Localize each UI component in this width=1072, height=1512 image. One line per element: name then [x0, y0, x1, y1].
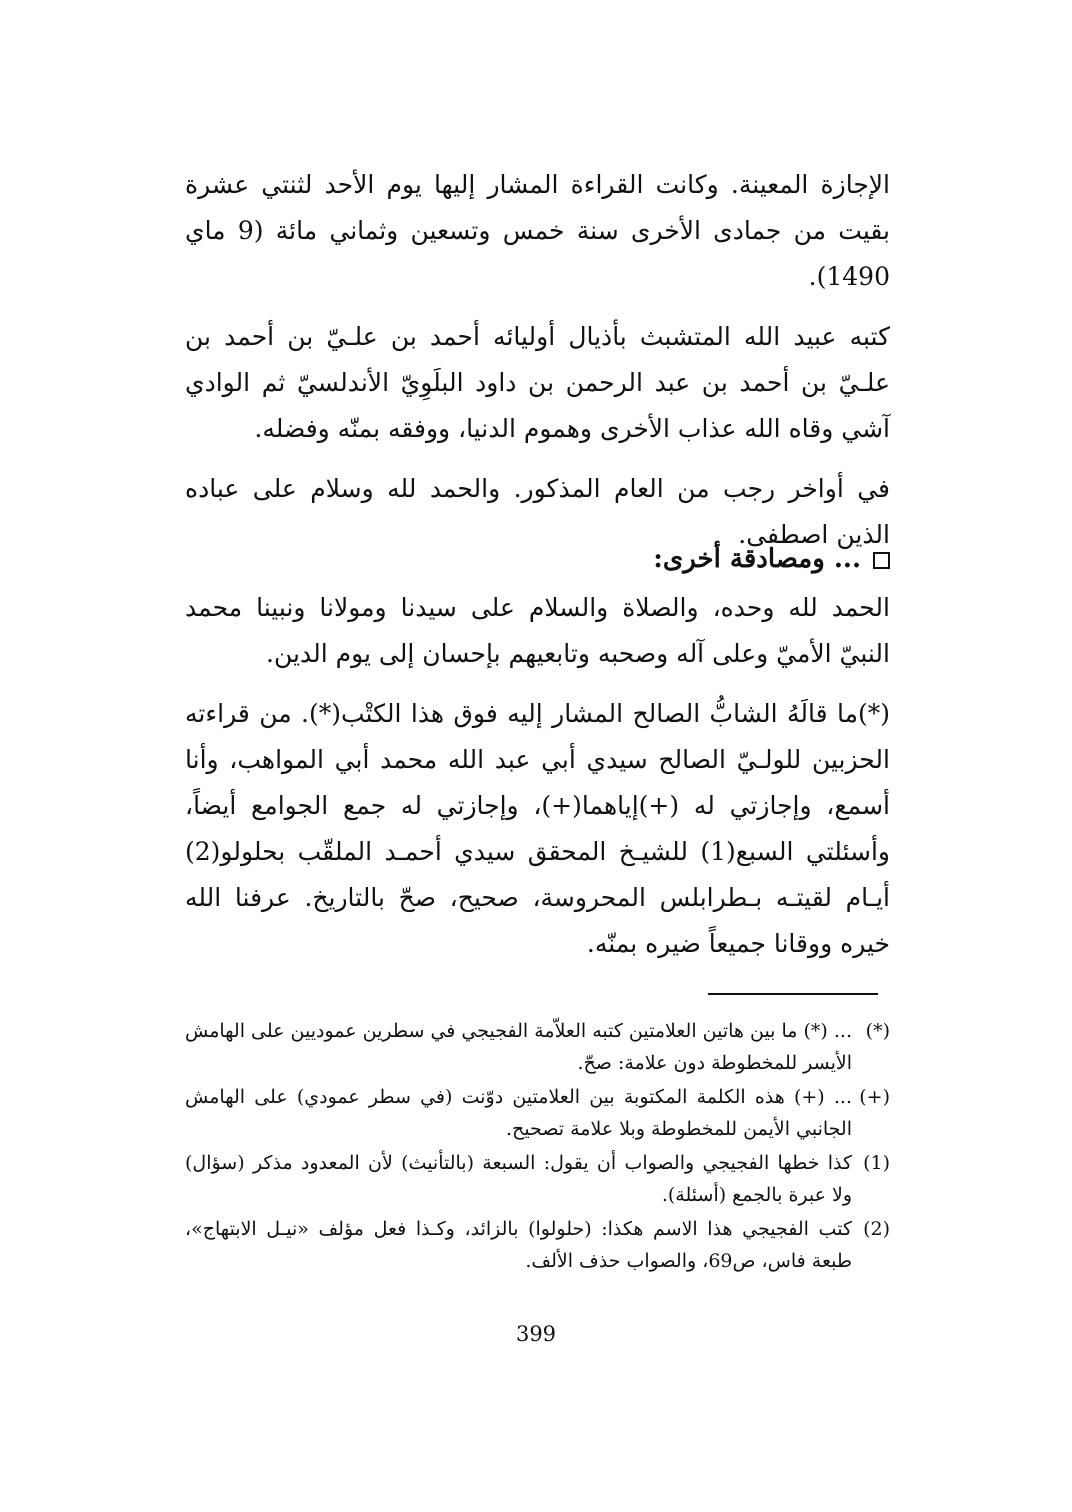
body-text-top: [185, 162, 890, 558]
footnote-text: ... (*) ما بين هاتين العلامتين كتبه العلاّمة الفجيجي في سطرين عموديين على الهامش الأيسر للمخطوطة دون علامة: صحّ.: [184, 1020, 852, 1074]
paragraph-2: كتبه عبيد الله المتشبث بأذيال أوليائه أحمد بن علـيّ بن أحمد بن علـيّ بن أحمد بن عبد الرحمن بن داود البلَوِيّ الأندلسيّ ثم الوادي آشي وقاه الله عذاب الأخرى وهموم الدنيا، ووفقه بمنّه وفضله.: [185, 322, 890, 443]
paragraph-3: في أواخر رجب من العام المذكور. والحمد لله وسلام على عباده الذين اصطفى.: [185, 474, 890, 549]
square-bullet-icon: [873, 552, 890, 569]
footnotes: [185, 1015, 890, 1279]
footnote-divider: [708, 993, 878, 995]
footnote-text: كتب الفجيجي هذا الاسم هكذا: (حلولوا) بالزائد، وكـذا فعل مؤلف «نيـل الابتهاج»، طبعة فاس، ص69، والصواب حذف الألف.: [185, 1218, 852, 1272]
body-text-bottom: [185, 585, 890, 967]
footnote-mark: (2): [863, 1218, 890, 1240]
footnote-mark: (+): [859, 1086, 890, 1108]
paragraph-1: الإجازة المعينة. وكانت القراءة المشار إليها يوم الأحد لثنتي عشرة بقيت من جمادى الأخرى سنة خمس وتسعين وثماني مائة (9 ماي 1490).: [185, 170, 890, 291]
footnote-text: ... (+) هذه الكلمة المكتوبة بين العلامتين دوّنت (في سطر عمودي) على الهامش الجانبي الأيمن للمخطوطة وبلا علامة تصحيح.: [185, 1086, 852, 1140]
section-heading: [185, 537, 890, 581]
footnote-mark: (1): [863, 1152, 890, 1174]
paragraph-4: الحمد لله وحده، والصلاة والسلام على سيدنا ومولانا ونبينا محمد النبيّ الأميّ وعلى آله وصحبه وتابعيهم بإحسان إلى يوم الدين.: [185, 593, 890, 668]
paragraph-5: (*)ما قالَهُ الشابُّ الصالح المشار إليه فوق هذا الكتْب(*). من قراءته الحزبين للولـيّ الصالح سيدي أبي عبد الله محمد أبي المواهب، وأنا أسمع، وإجازتي له (+)إياهما(+)، وإجازتي له جمع الجوامع أيضاً، وأسئلتي السبع(1) للشيـخ المحقق سيدي أحمـد الملقّب بحلولو(2) أيـام لقيتـه بـطرابلس المحروسة، صحيح، صحّ بالتاريخ. عرفنا الله خيره ووقانا جميعاً ضيره بمنّه.: [185, 699, 890, 958]
footnote-mark: (*): [865, 1020, 890, 1042]
footnote-text: كذا خطها الفجيجي والصواب أن يقول: السبعة (بالتأنيث) لأن المعدود مذكر (سؤال) ولا عبرة بالجمع (أسئلة).: [185, 1152, 852, 1206]
section-heading-text: ... ومصادقة أخرى:: [653, 544, 861, 574]
footnote-item: [185, 1213, 890, 1277]
page-number: 399: [515, 1322, 557, 1346]
footnote-item: [185, 1081, 890, 1145]
footnote-item: [185, 1015, 890, 1079]
footnote-item: [185, 1147, 890, 1211]
